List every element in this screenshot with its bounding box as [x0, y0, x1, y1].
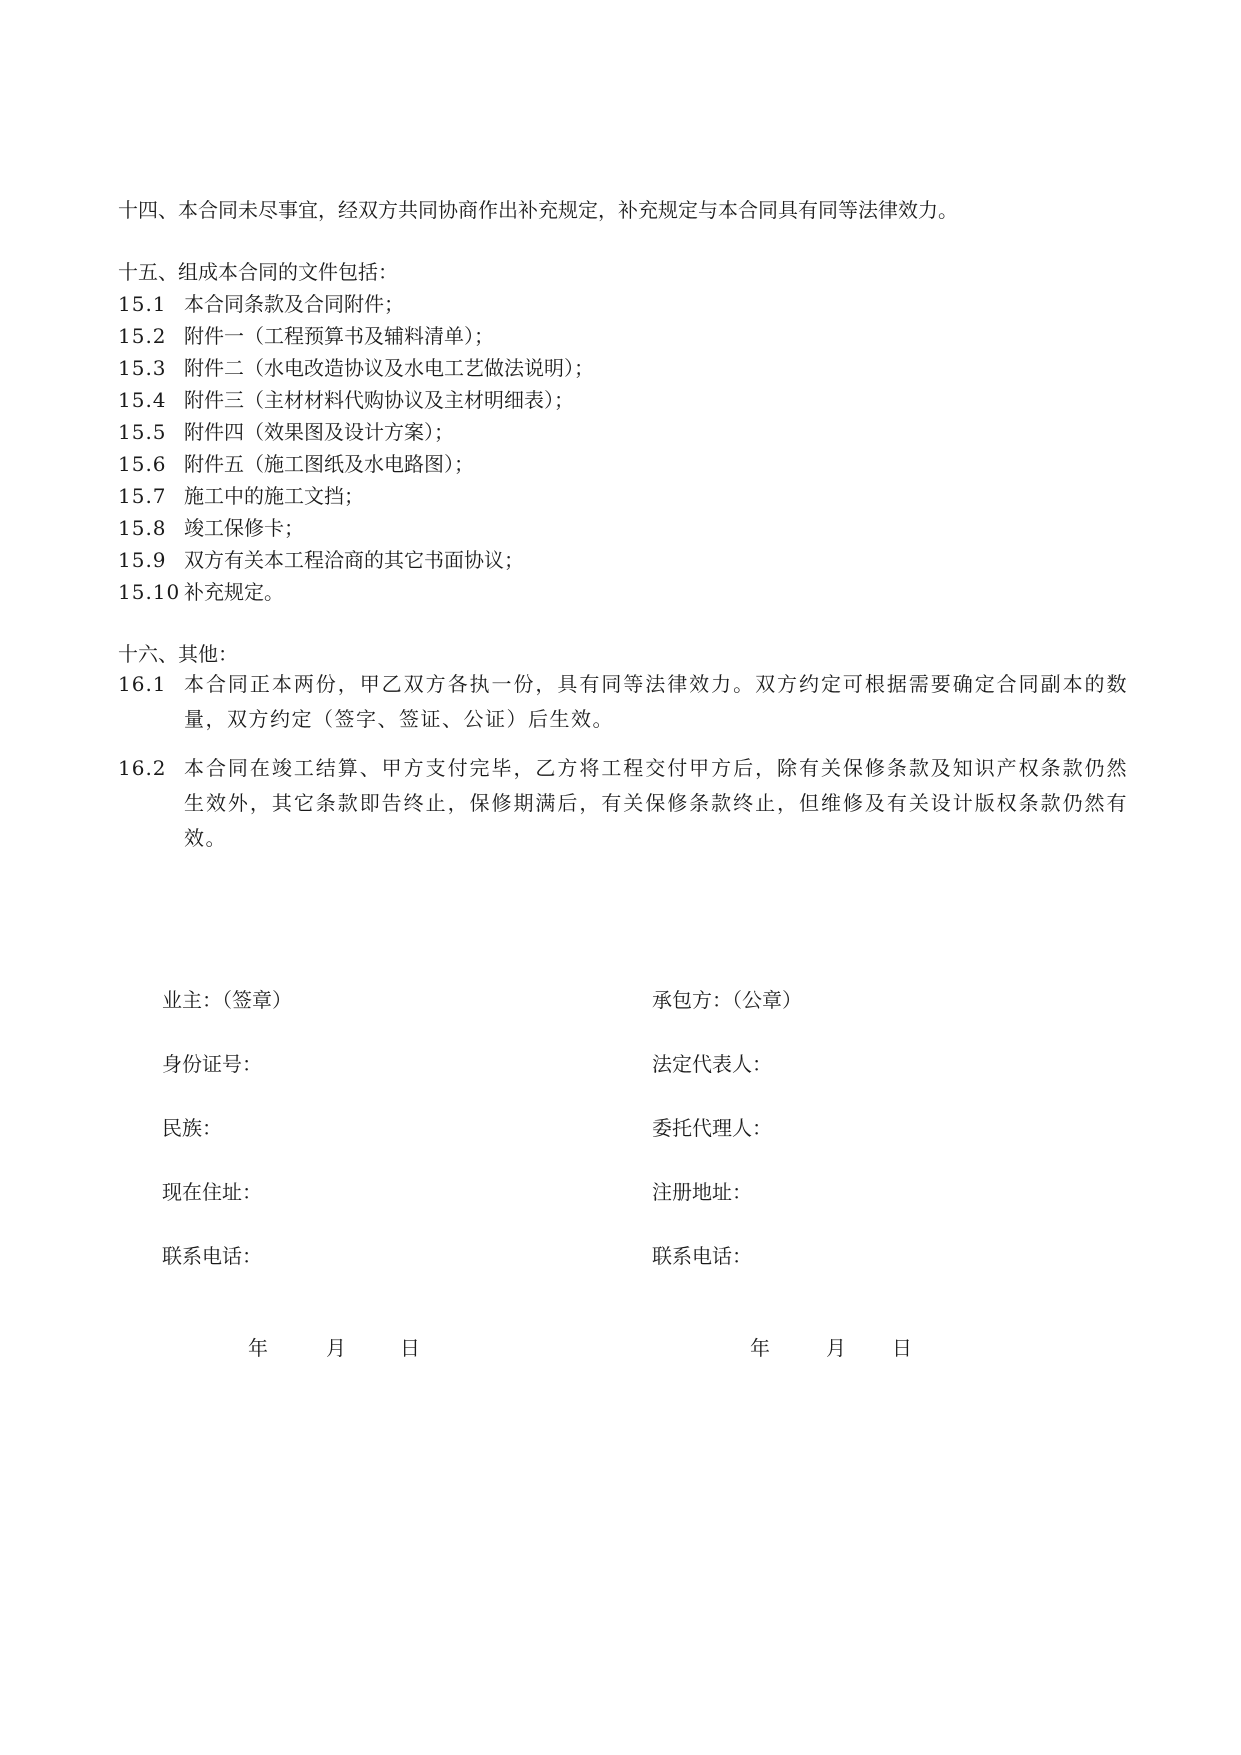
list-item	[118, 484, 364, 508]
item-number: 15.10	[118, 580, 181, 604]
list-item	[118, 580, 284, 604]
list-item	[118, 452, 474, 476]
list-item	[118, 548, 524, 572]
right-date-day: 日	[892, 1336, 912, 1360]
list-item	[118, 324, 494, 348]
list-item	[118, 751, 1128, 856]
item-text: 本合同正本两份，甲乙双方各执一份，具有同等法律效力。双方约定可根据需要确定合同副本的数量，双方约定（签字、签证、公证）后生效。	[184, 672, 1128, 731]
item-text: 附件三（主材材料代购协议及主材明细表）；	[184, 388, 574, 412]
item-text: 本合同在竣工结算、甲方支付完毕，乙方将工程交付甲方后，除有关保修条款及知识产权条款仍然生效外，其它条款即告终止，保修期满后，有关保修条款终止，但维修及有关设计版权条款仍然有效。	[184, 756, 1128, 850]
list-item	[118, 667, 1128, 737]
list-item	[118, 420, 454, 444]
item-text: 附件一（工程预算书及辅料清单）；	[184, 324, 494, 348]
owner-ethnicity-label: 民族：	[162, 1116, 222, 1140]
right-date-year: 年	[750, 1336, 770, 1360]
item-number: 15.2	[118, 324, 167, 348]
contractor-seal-label: 承包方：（公章）	[652, 988, 802, 1012]
registered-address-label: 注册地址：	[652, 1180, 752, 1204]
section-16-heading: 十六、其他：	[118, 642, 238, 666]
item-number: 15.3	[118, 356, 167, 380]
list-item	[118, 388, 574, 412]
item-number: 15.6	[118, 452, 167, 476]
item-text: 施工中的施工文挡；	[184, 484, 364, 508]
item-number: 15.4	[118, 388, 167, 412]
item-text: 附件五（施工图纸及水电路图）；	[184, 452, 474, 476]
owner-signature-label: 业主：（签章）	[162, 988, 292, 1012]
left-date-year: 年	[248, 1336, 268, 1360]
left-date-day: 日	[400, 1336, 420, 1360]
list-item	[118, 292, 404, 316]
item-number: 15.8	[118, 516, 167, 540]
item-number: 15.1	[118, 292, 167, 316]
section-15-heading: 十五、组成本合同的文件包括：	[118, 260, 398, 284]
item-number: 15.7	[118, 484, 167, 508]
left-date-month: 月	[326, 1336, 346, 1360]
owner-phone-label: 联系电话：	[162, 1244, 262, 1268]
owner-address-label: 现在住址：	[162, 1180, 262, 1204]
list-item	[118, 356, 594, 380]
item-number: 16.2	[118, 756, 167, 780]
list-item	[118, 516, 304, 540]
item-text: 双方有关本工程洽商的其它书面协议；	[184, 548, 524, 572]
section-14-text: 十四、本合同未尽事宜，经双方共同协商作出补充规定，补充规定与本合同具有同等法律效力。	[118, 198, 958, 222]
item-number: 15.5	[118, 420, 167, 444]
owner-id-number-label: 身份证号：	[162, 1052, 262, 1076]
item-number: 16.1	[118, 672, 167, 696]
right-date-month: 月	[826, 1336, 846, 1360]
legal-representative-label: 法定代表人：	[652, 1052, 772, 1076]
authorized-agent-label: 委托代理人：	[652, 1116, 772, 1140]
item-text: 附件四（效果图及设计方案）；	[184, 420, 454, 444]
item-text: 本合同条款及合同附件；	[184, 292, 404, 316]
item-text: 补充规定。	[184, 580, 284, 604]
contractor-phone-label: 联系电话：	[652, 1244, 752, 1268]
item-text: 附件二（水电改造协议及水电工艺做法说明）；	[184, 356, 594, 380]
item-text: 竣工保修卡；	[184, 516, 304, 540]
item-number: 15.9	[118, 548, 167, 572]
